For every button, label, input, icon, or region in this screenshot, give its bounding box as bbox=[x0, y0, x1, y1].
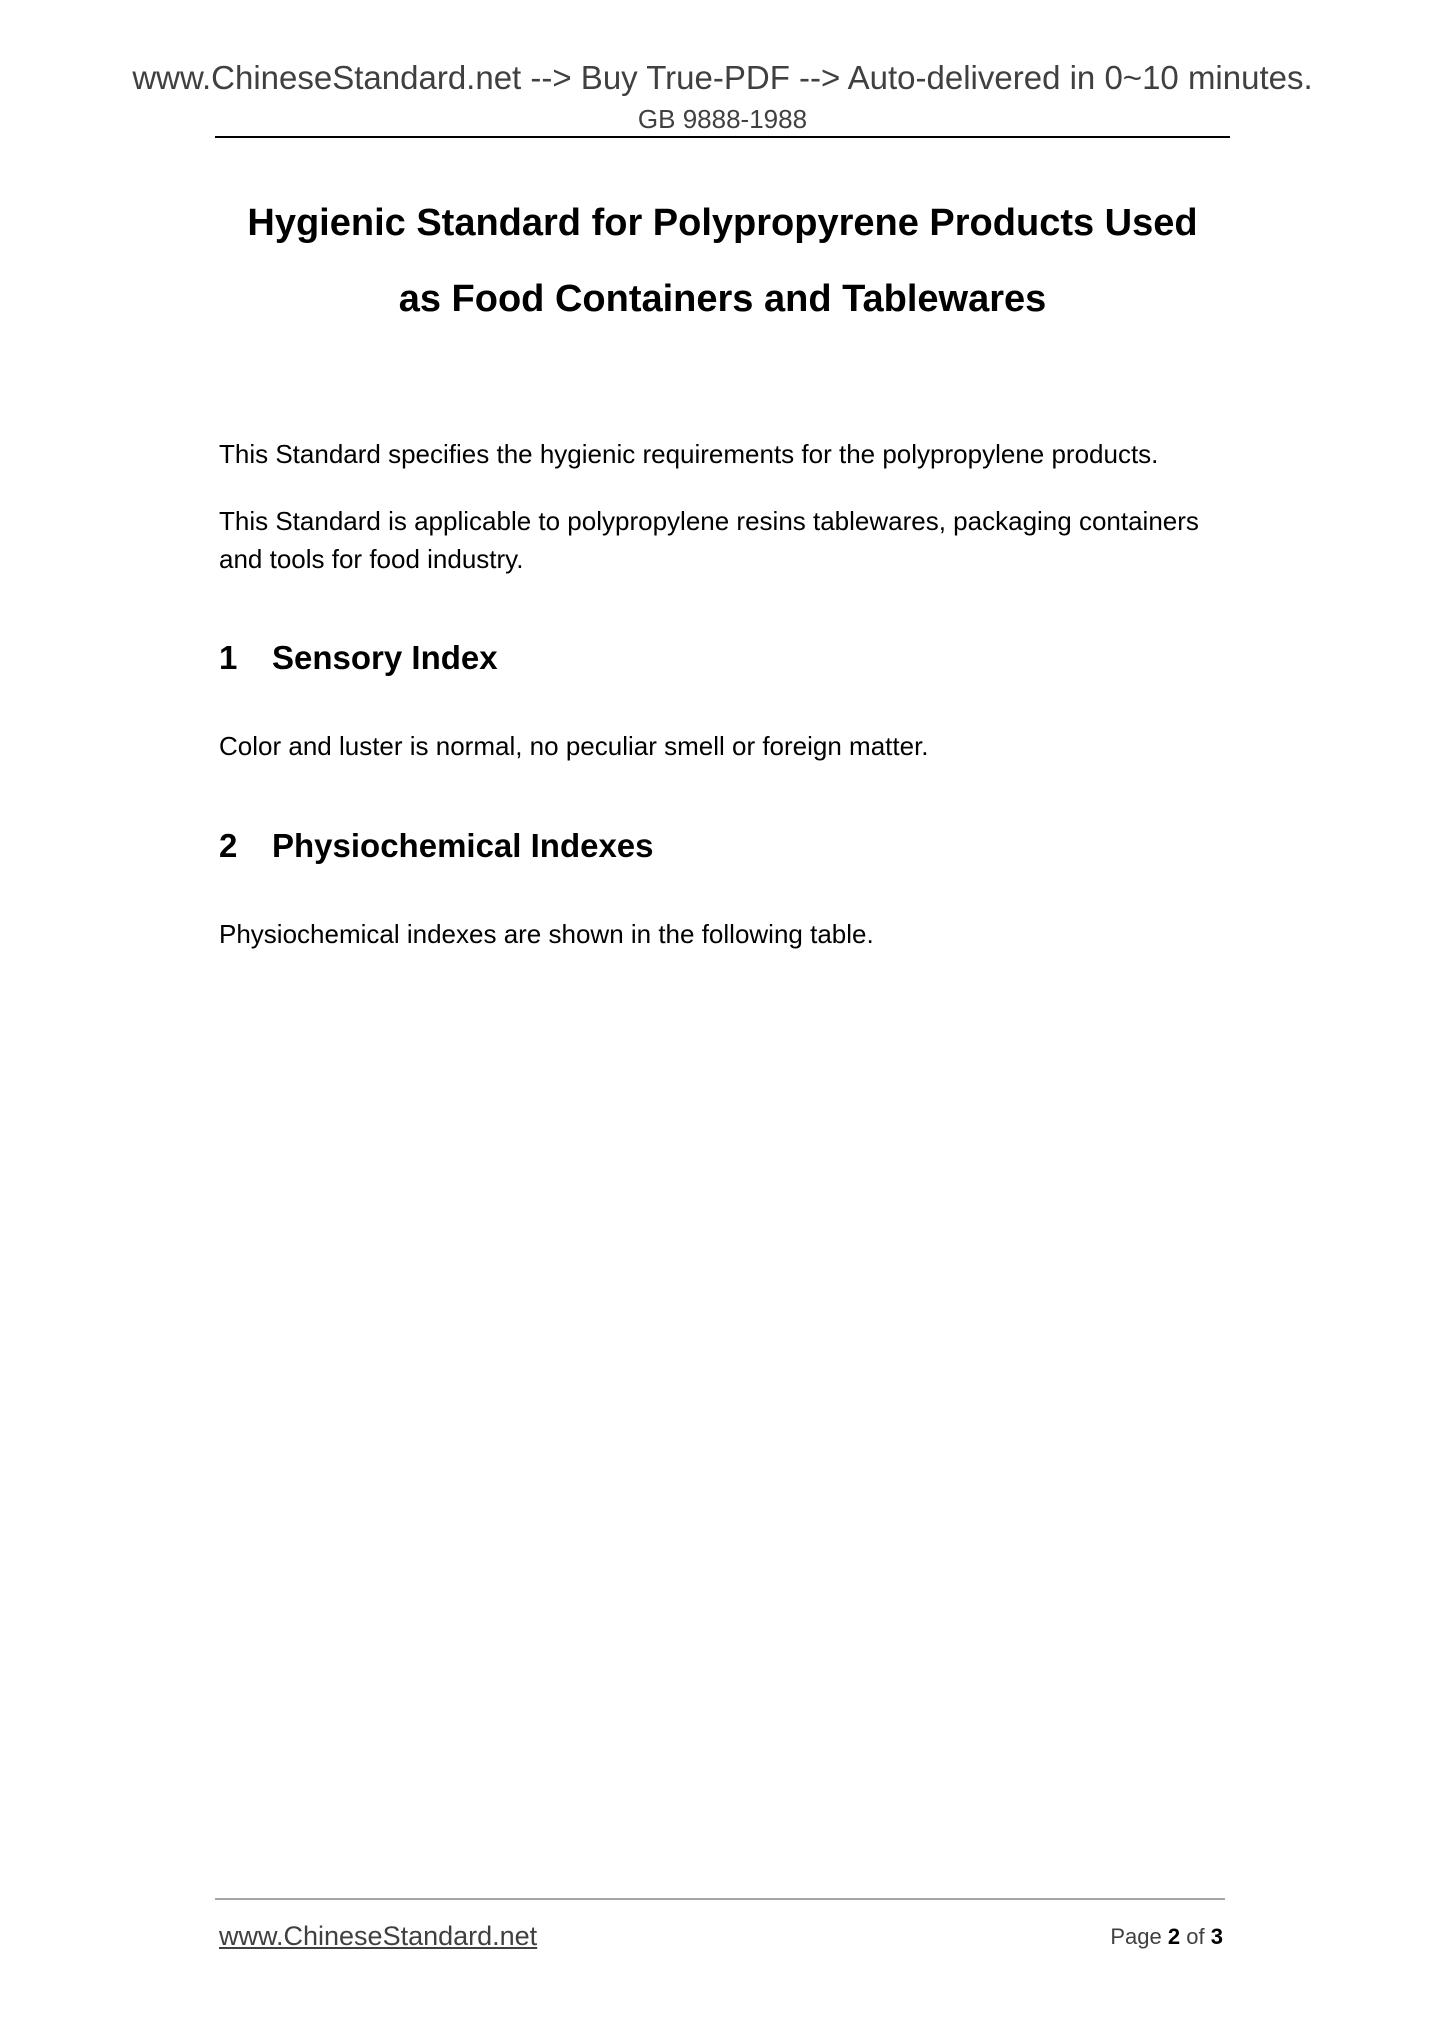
page-label: Page bbox=[1110, 1924, 1162, 1949]
section-heading-physiochemical-indexes bbox=[219, 826, 654, 866]
site-banner: www.ChineseStandard.net --> Buy True-PDF --> Auto-delivered in 0~10 minutes. bbox=[132, 59, 1313, 96]
footer-site-link[interactable]: www.ChineseStandard.net bbox=[219, 1921, 538, 1951]
page-indicator bbox=[1060, 1923, 1223, 1951]
standard-number: GB 9888-1988 bbox=[637, 104, 808, 134]
section-body-physiochemical-indexes: Physiochemical indexes are shown in the following table. bbox=[219, 919, 874, 949]
footer-divider bbox=[215, 1898, 1225, 1900]
header-divider bbox=[215, 136, 1230, 138]
section-title: Physiochemical Indexes bbox=[272, 827, 654, 864]
section-number: 1 bbox=[219, 639, 238, 676]
section-heading-sensory-index bbox=[219, 638, 498, 678]
intro-paragraph-scope: This Standard specifies the hygienic requirements for the polypropylene products. bbox=[219, 439, 1159, 469]
document-title bbox=[215, 185, 1230, 337]
intro-paragraph-applicability: This Standard is applicable to polypropylene resins tablewares, packaging containers and tools for food industry. bbox=[219, 506, 1199, 574]
current-page-number: 2 bbox=[1167, 1924, 1181, 1949]
page-of-label: of bbox=[1186, 1924, 1205, 1949]
section-body-sensory-index: Color and luster is normal, no peculiar smell or foreign matter. bbox=[219, 731, 929, 761]
total-pages-number: 3 bbox=[1210, 1924, 1223, 1949]
title-line-2: as Food Containers and Tablewares bbox=[398, 278, 1047, 320]
title-line-1: Hygienic Standard for Polypropyrene Products Used bbox=[247, 202, 1198, 244]
section-number: 2 bbox=[219, 827, 238, 864]
section-title: Sensory Index bbox=[272, 639, 498, 676]
